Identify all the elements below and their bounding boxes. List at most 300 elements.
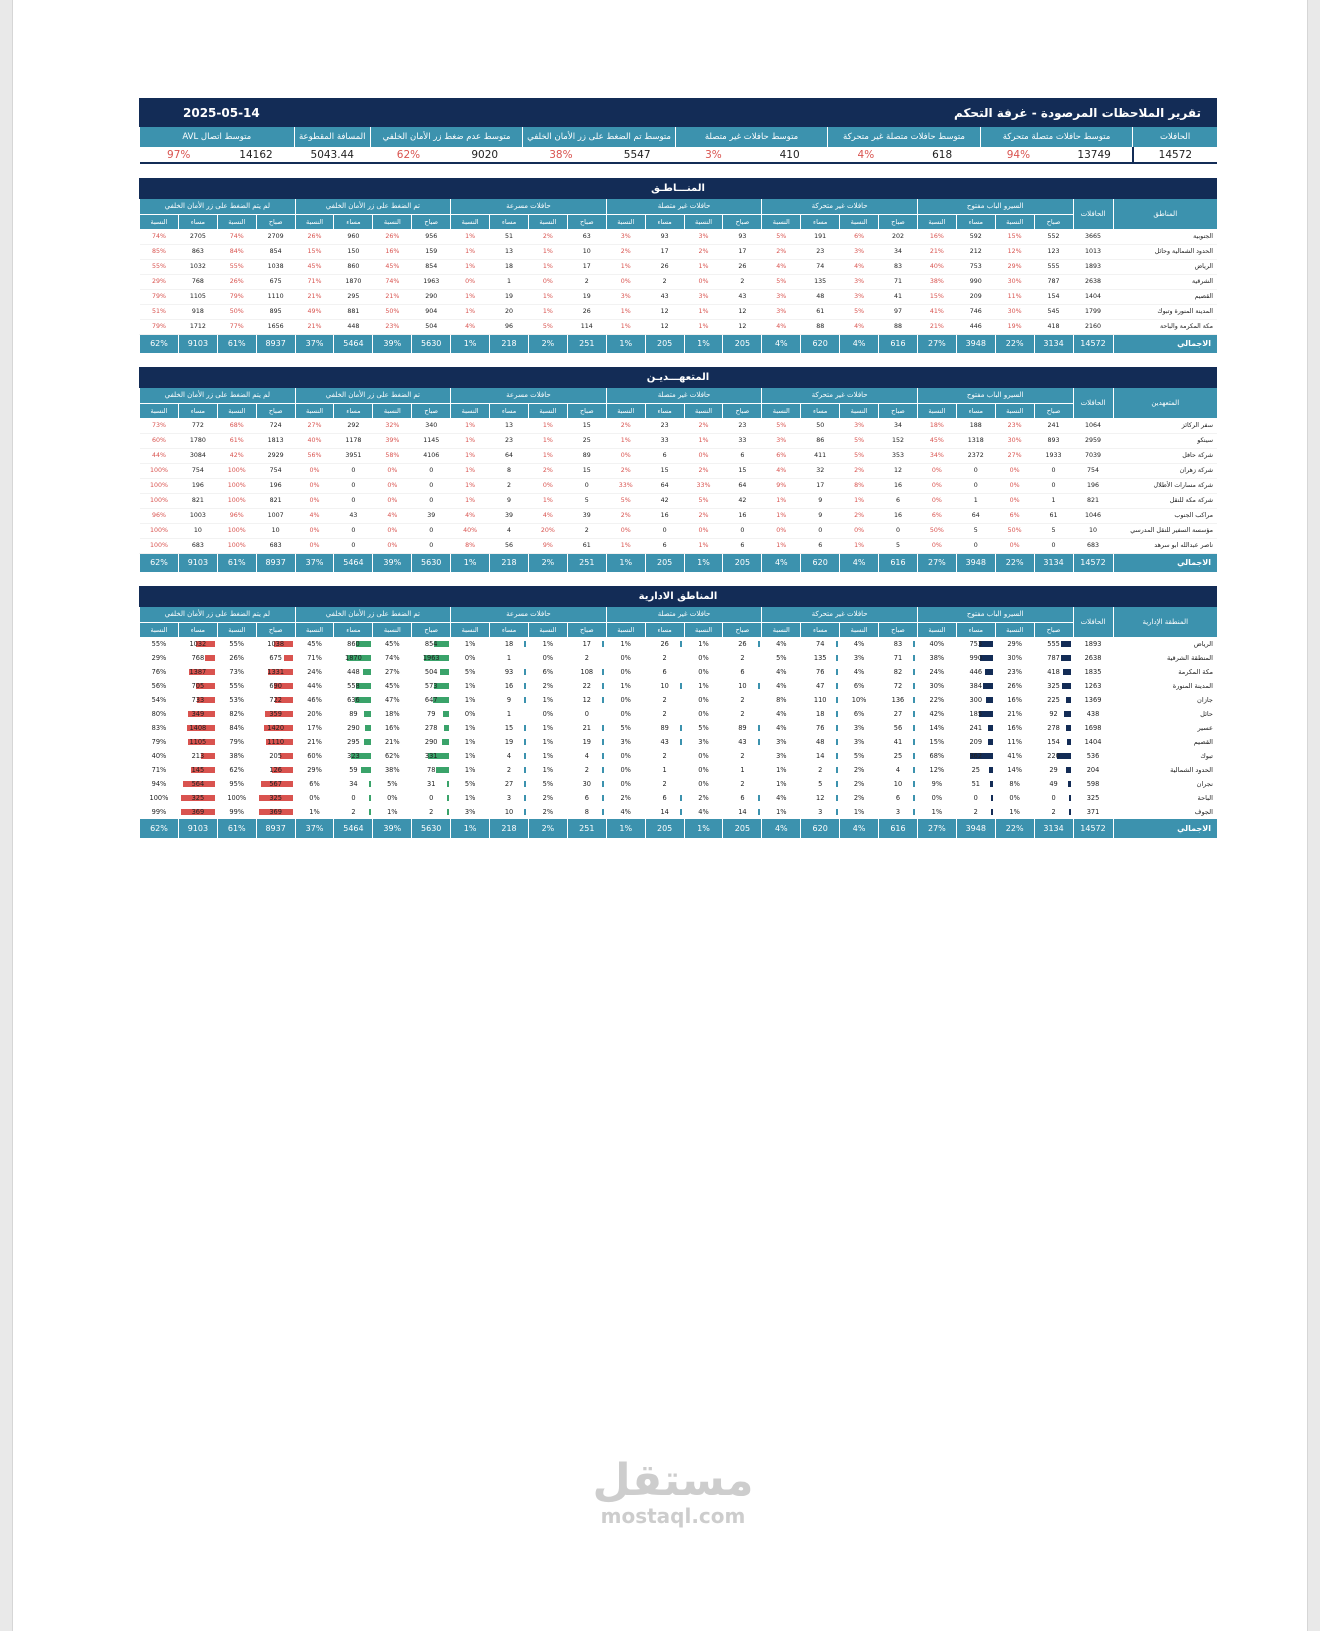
table-cell: 0% bbox=[295, 478, 334, 493]
data-bar bbox=[524, 669, 526, 675]
table-cell: 6 bbox=[645, 538, 684, 553]
table-cell bbox=[1034, 735, 1073, 749]
table-cell: 592 bbox=[956, 229, 995, 244]
row-label: شركة زهران bbox=[1113, 463, 1217, 478]
cell-value: 990 bbox=[969, 654, 983, 662]
table-cell: 0% bbox=[295, 493, 334, 508]
total-cell: 3134 bbox=[1034, 553, 1073, 572]
table-cell bbox=[956, 651, 995, 665]
sub-header: النسبة bbox=[295, 622, 334, 637]
table-cell: 23 bbox=[490, 433, 529, 448]
table-cell: 48 bbox=[801, 289, 840, 304]
data-bar bbox=[836, 641, 838, 647]
table-cell: 2638 bbox=[1084, 654, 1102, 662]
table-cell bbox=[645, 749, 684, 763]
table-cell: 1 bbox=[490, 274, 529, 289]
cell-value: 2 bbox=[740, 752, 745, 760]
sub-header: مساء bbox=[956, 622, 995, 637]
table-cell bbox=[956, 735, 995, 749]
cell-value: 2 bbox=[740, 780, 745, 788]
table-cell: 2 bbox=[490, 478, 529, 493]
table-cell bbox=[1034, 721, 1073, 735]
cell-value: 0 bbox=[351, 794, 356, 802]
cell-value: 185 bbox=[969, 710, 983, 718]
table-cell: 29% bbox=[995, 259, 1034, 274]
kpi-header-row bbox=[140, 127, 1218, 147]
data-bar bbox=[985, 669, 993, 675]
table-cell: 13 bbox=[490, 418, 529, 433]
table-cell: 152 bbox=[879, 433, 918, 448]
sub-header: النسبة bbox=[140, 214, 179, 229]
table-cell: 4106 bbox=[412, 448, 451, 463]
cell-value: 1110 bbox=[267, 738, 285, 746]
table-cell: 1178 bbox=[334, 433, 373, 448]
table-cell: 0 bbox=[334, 538, 373, 553]
data-bar bbox=[602, 795, 604, 801]
table-cell bbox=[1034, 763, 1073, 777]
table-cell: 10 bbox=[178, 523, 217, 538]
table-cell bbox=[879, 791, 918, 805]
data-bar bbox=[758, 725, 760, 731]
section-title: المناطق الادارية bbox=[139, 586, 1217, 607]
cell-value: 76 bbox=[816, 668, 825, 676]
table-cell bbox=[956, 679, 995, 693]
table-cell: 16% bbox=[384, 724, 400, 732]
table-cell: 41 bbox=[879, 289, 918, 304]
data-bar bbox=[602, 781, 604, 787]
table-cell: 10% bbox=[851, 696, 867, 704]
table-cell: 1% bbox=[528, 418, 567, 433]
group-header: السيرو الباب مفتوح bbox=[917, 388, 1073, 403]
table-cell: 1038 bbox=[256, 259, 295, 274]
cell-value: 564 bbox=[191, 780, 205, 788]
cell-value: 290 bbox=[424, 738, 438, 746]
data-bar bbox=[524, 753, 526, 759]
table-cell: 30% bbox=[929, 682, 945, 690]
row-label: جازان bbox=[1197, 696, 1213, 704]
group-header: حافلات مسرعة bbox=[451, 388, 607, 403]
table-cell: 241 bbox=[1034, 418, 1073, 433]
table-cell bbox=[1034, 693, 1073, 707]
table-cell: 0% bbox=[931, 794, 943, 802]
table-cell bbox=[256, 665, 295, 679]
table-cell: 1% bbox=[464, 766, 476, 774]
total-cell: 1% bbox=[684, 553, 723, 572]
table-cell bbox=[178, 707, 217, 721]
group-header: لم يتم الضغط على زر الأمان الخلفي bbox=[140, 607, 296, 622]
data-bar bbox=[758, 739, 760, 745]
total-cell: 218 bbox=[490, 553, 529, 572]
table-cell: 6% bbox=[762, 448, 801, 463]
table-cell bbox=[256, 651, 295, 665]
table-cell: 3% bbox=[853, 654, 865, 662]
table-cell: 5 bbox=[567, 493, 606, 508]
cell-value: 126 bbox=[269, 766, 282, 774]
table-cell bbox=[256, 791, 295, 805]
table-cell: 0 bbox=[334, 523, 373, 538]
table-cell: 1369 bbox=[1084, 696, 1102, 704]
total-cell: 37% bbox=[295, 819, 334, 838]
cell-value: 2 bbox=[740, 710, 745, 718]
kpi-value: 618 bbox=[904, 147, 980, 163]
kpi-value: 410 bbox=[752, 147, 828, 163]
admin-regions-section bbox=[139, 586, 1217, 838]
table-cell: 96% bbox=[217, 508, 256, 523]
total-cell: 205 bbox=[723, 334, 762, 353]
total-cell: 39% bbox=[373, 819, 412, 838]
total-cell: 1% bbox=[451, 819, 490, 838]
table-cell: 83% bbox=[151, 724, 167, 732]
table-cell: 45% bbox=[384, 682, 400, 690]
table-cell: 5% bbox=[684, 493, 723, 508]
cell-value: 17 bbox=[582, 640, 591, 648]
table-cell: 1% bbox=[542, 766, 554, 774]
data-bar bbox=[988, 739, 993, 745]
table-cell: 2% bbox=[762, 244, 801, 259]
total-cell: 5464 bbox=[334, 553, 373, 572]
data-bar bbox=[602, 669, 604, 675]
group-header: حافلات مسرعة bbox=[451, 199, 607, 214]
table-cell: 100% bbox=[217, 463, 256, 478]
table-cell: 0 bbox=[334, 478, 373, 493]
table-cell: 88 bbox=[801, 319, 840, 334]
kpi-value: 5547 bbox=[599, 147, 675, 163]
row-label: الجنوبية bbox=[1113, 229, 1217, 244]
table-cell: 5% bbox=[840, 448, 879, 463]
table-cell: 2160 bbox=[1073, 319, 1113, 334]
data-bar bbox=[983, 683, 993, 689]
table-cell: 0% bbox=[698, 668, 709, 676]
kpi-value: 97% bbox=[140, 147, 218, 163]
cell-value: 359 bbox=[269, 710, 282, 718]
table-cell bbox=[801, 735, 840, 749]
table-cell bbox=[801, 651, 840, 665]
table-cell: 0% bbox=[995, 478, 1034, 493]
table-cell: 325 bbox=[1086, 794, 1100, 802]
cell-value: 83 bbox=[893, 640, 903, 648]
table-cell: 74% bbox=[384, 654, 400, 662]
table-cell: 39 bbox=[567, 508, 606, 523]
table-cell: 10 bbox=[567, 244, 606, 259]
table-cell: 0% bbox=[464, 654, 476, 662]
kpi-header: متوسط حافلات متصلة متحركة bbox=[980, 127, 1132, 147]
table-cell: 9% bbox=[762, 478, 801, 493]
data-bar bbox=[980, 655, 993, 661]
table-cell bbox=[645, 707, 684, 721]
table-cell: 1% bbox=[451, 433, 490, 448]
table-cell: 1110 bbox=[256, 289, 295, 304]
table-cell: 5% bbox=[762, 274, 801, 289]
cell-value: 325 bbox=[1047, 682, 1060, 690]
table-cell bbox=[956, 763, 995, 777]
total-cell: 620 bbox=[801, 819, 840, 838]
sub-header: النسبة bbox=[140, 403, 179, 418]
table-cell: 93 bbox=[645, 229, 684, 244]
data-bar bbox=[1066, 767, 1071, 773]
table-cell: 17 bbox=[723, 244, 762, 259]
cell-value: 12 bbox=[582, 696, 591, 704]
total-cell: 22% bbox=[995, 553, 1034, 572]
table-cell bbox=[567, 693, 606, 707]
cell-value: 1038 bbox=[267, 640, 285, 648]
table-cell: 5% bbox=[620, 724, 631, 732]
table-cell: 15 bbox=[567, 463, 606, 478]
cell-value: 89 bbox=[660, 724, 669, 732]
kpi-value: 9020 bbox=[447, 147, 523, 163]
table-cell: 5 bbox=[956, 523, 995, 538]
data-bar bbox=[1061, 655, 1071, 661]
table-cell: 1% bbox=[542, 640, 554, 648]
table-cell: 1007 bbox=[256, 508, 295, 523]
total-cell: 8937 bbox=[256, 334, 295, 353]
table-cell: 0% bbox=[542, 710, 554, 718]
table-cell: 25 bbox=[567, 433, 606, 448]
total-cell: 37% bbox=[295, 334, 334, 353]
table-cell bbox=[1034, 651, 1073, 665]
table-row bbox=[140, 679, 1218, 693]
table-cell: 5% bbox=[464, 668, 476, 676]
table-cell: 42% bbox=[929, 710, 945, 718]
data-bar bbox=[1061, 641, 1071, 647]
table-cell: 0% bbox=[528, 274, 567, 289]
data-bar bbox=[364, 711, 371, 717]
table-cell: 2% bbox=[840, 463, 879, 478]
table-cell bbox=[801, 707, 840, 721]
table-cell bbox=[490, 791, 529, 805]
cell-value: 0 bbox=[429, 794, 434, 802]
table-row bbox=[140, 493, 1218, 508]
table-cell: 23% bbox=[1007, 668, 1022, 676]
sub-header: النسبة bbox=[840, 214, 879, 229]
table-cell bbox=[723, 693, 762, 707]
cell-value: 0 bbox=[584, 710, 589, 718]
table-cell: 4% bbox=[776, 668, 787, 676]
table-cell: 1799 bbox=[1073, 304, 1113, 319]
table-row bbox=[140, 665, 1218, 679]
sub-header: النسبة bbox=[917, 403, 956, 418]
table-cell: 1% bbox=[464, 682, 476, 690]
cell-value: 5 bbox=[818, 780, 823, 788]
table-cell: 56% bbox=[151, 682, 167, 690]
cell-value: 78 bbox=[427, 766, 436, 774]
table-cell: 8% bbox=[451, 538, 490, 553]
cell-value: 48 bbox=[816, 738, 825, 746]
table-cell: 32 bbox=[801, 463, 840, 478]
sub-header: النسبة bbox=[451, 622, 490, 637]
table-cell: 353 bbox=[879, 448, 918, 463]
table-cell bbox=[567, 721, 606, 735]
table-row bbox=[140, 259, 1218, 274]
table-cell bbox=[723, 721, 762, 735]
report-section bbox=[139, 178, 1217, 353]
table-cell: 8% bbox=[1009, 780, 1020, 788]
cell-value: 110 bbox=[813, 696, 827, 704]
table-cell bbox=[567, 651, 606, 665]
table-cell: 0% bbox=[698, 766, 709, 774]
table-cell: 2% bbox=[698, 794, 709, 802]
cell-value: 6 bbox=[740, 794, 745, 802]
table-cell bbox=[412, 637, 451, 651]
cell-value: 27 bbox=[893, 710, 903, 718]
total-cell: 616 bbox=[879, 553, 918, 572]
sub-header: النسبة bbox=[606, 214, 645, 229]
table-cell: 821 bbox=[178, 493, 217, 508]
cell-value: 26 bbox=[660, 640, 669, 648]
sub-header: النسبة bbox=[373, 622, 412, 637]
data-bar bbox=[988, 725, 993, 731]
cell-value: 1408 bbox=[189, 724, 207, 732]
table-cell: 683 bbox=[1073, 538, 1113, 553]
table-cell: 39 bbox=[412, 508, 451, 523]
table-cell bbox=[801, 763, 840, 777]
group-header-row bbox=[140, 607, 1218, 622]
table-cell: 21% bbox=[917, 244, 956, 259]
sub-header: صباح bbox=[256, 403, 295, 418]
table-cell: 6% bbox=[853, 710, 865, 718]
table-cell: 2638 bbox=[1073, 274, 1113, 289]
table-cell: 0 bbox=[956, 478, 995, 493]
table-cell: 2% bbox=[684, 508, 723, 523]
total-cell: 37% bbox=[295, 553, 334, 572]
group-header: السيرو الباب مفتوح bbox=[917, 199, 1073, 214]
table-cell: 93 bbox=[723, 229, 762, 244]
table-cell: 23 bbox=[801, 244, 840, 259]
table-cell: 50% bbox=[917, 523, 956, 538]
table-cell: 17 bbox=[801, 478, 840, 493]
table-cell: 598 bbox=[1086, 780, 1100, 788]
cell-value: 290 bbox=[347, 724, 360, 732]
table-cell bbox=[178, 665, 217, 679]
table-cell: 23% bbox=[373, 319, 412, 334]
section-table bbox=[139, 388, 1217, 572]
cell-value: 51 bbox=[971, 780, 980, 788]
table-cell: 16% bbox=[917, 229, 956, 244]
cell-value: 768 bbox=[191, 654, 205, 662]
table-cell: 2% bbox=[606, 508, 645, 523]
total-cell: 205 bbox=[723, 819, 762, 838]
table-cell: 0 bbox=[1034, 478, 1073, 493]
table-cell: 0 bbox=[334, 493, 373, 508]
cell-value: 82 bbox=[893, 668, 903, 676]
table-cell: 1% bbox=[451, 418, 490, 433]
cell-value: 1 bbox=[740, 766, 745, 774]
table-cell bbox=[956, 749, 995, 763]
data-bar bbox=[680, 809, 682, 815]
data-bar bbox=[447, 781, 449, 787]
group-header: حافلات مسرعة bbox=[451, 607, 607, 622]
cell-value: 154 bbox=[1047, 738, 1060, 746]
table-cell: 51 bbox=[490, 229, 529, 244]
table-cell: 0% bbox=[995, 463, 1034, 478]
cell-value: 25 bbox=[893, 752, 903, 760]
cell-value: 1 bbox=[662, 766, 667, 774]
table-cell: 5% bbox=[606, 493, 645, 508]
table-cell: 38% bbox=[384, 766, 400, 774]
sub-header: النسبة bbox=[762, 214, 801, 229]
cell-value: 1387 bbox=[189, 668, 207, 676]
data-bar bbox=[361, 767, 371, 773]
table-cell: 5% bbox=[840, 304, 879, 319]
table-cell: 0% bbox=[698, 710, 709, 718]
kpi-header: متوسط اتصال AVL bbox=[140, 127, 295, 147]
row-label: مؤسسة السفير للنقل المدرسي bbox=[1113, 523, 1217, 538]
data-bar bbox=[364, 739, 371, 745]
cell-value: 2 bbox=[740, 654, 745, 662]
table-cell: 1% bbox=[1009, 808, 1020, 816]
table-cell: 20% bbox=[307, 710, 322, 718]
table-cell: 4% bbox=[776, 640, 787, 648]
table-cell: 3% bbox=[840, 244, 879, 259]
table-row bbox=[140, 433, 1218, 448]
sub-header: مساء bbox=[645, 214, 684, 229]
table-cell: 14% bbox=[929, 724, 945, 732]
table-cell: 19 bbox=[490, 289, 529, 304]
table-cell: 1% bbox=[684, 319, 723, 334]
total-cell: 620 bbox=[801, 553, 840, 572]
cell-value: 6 bbox=[740, 668, 745, 676]
data-bar bbox=[1066, 697, 1071, 703]
group-header: حافلات غير متحركة bbox=[762, 388, 918, 403]
total-cell: 4% bbox=[840, 334, 879, 353]
total-cell: 218 bbox=[490, 334, 529, 353]
table-cell: 0% bbox=[684, 274, 723, 289]
table-cell: 0 bbox=[412, 463, 451, 478]
sub-header: النسبة bbox=[995, 214, 1034, 229]
row-label: الرياض bbox=[1113, 259, 1217, 274]
table-cell: 1656 bbox=[256, 319, 295, 334]
table-cell: 1835 bbox=[1084, 668, 1102, 676]
table-cell: 1064 bbox=[1073, 418, 1113, 433]
table-cell: 10 bbox=[1073, 523, 1113, 538]
data-bar bbox=[836, 753, 838, 759]
table-cell: 1% bbox=[451, 463, 490, 478]
table-cell bbox=[490, 707, 529, 721]
sub-header: مساء bbox=[334, 214, 373, 229]
table-cell: 64 bbox=[490, 448, 529, 463]
table-cell: 42 bbox=[645, 493, 684, 508]
data-bar bbox=[913, 809, 915, 815]
table-cell: 135 bbox=[801, 274, 840, 289]
table-cell: 0% bbox=[917, 478, 956, 493]
cell-value: 79 bbox=[427, 710, 436, 718]
table-cell bbox=[334, 693, 373, 707]
table-cell bbox=[490, 763, 529, 777]
cell-value: 213 bbox=[191, 752, 205, 760]
table-cell: 2% bbox=[528, 463, 567, 478]
table-cell: 82% bbox=[229, 710, 245, 718]
sub-header: صباح bbox=[567, 403, 606, 418]
table-cell: 1893 bbox=[1084, 640, 1102, 649]
table-cell: 23% bbox=[995, 418, 1034, 433]
total-cell: 251 bbox=[567, 334, 606, 353]
table-cell bbox=[567, 777, 606, 791]
table-row bbox=[140, 707, 1218, 721]
table-cell bbox=[1034, 665, 1073, 679]
table-cell: 79% bbox=[229, 738, 245, 746]
table-cell bbox=[412, 693, 451, 707]
sub-header: النسبة bbox=[840, 403, 879, 418]
table-cell: 71% bbox=[295, 274, 334, 289]
table-cell: 34% bbox=[917, 448, 956, 463]
cell-value: 205 bbox=[269, 752, 282, 760]
cell-value: 787 bbox=[1047, 654, 1060, 662]
table-cell: 0% bbox=[620, 668, 631, 676]
table-cell: 42 bbox=[723, 493, 762, 508]
table-cell bbox=[412, 749, 451, 763]
total-cell: 4% bbox=[762, 553, 801, 572]
table-cell: 854 bbox=[256, 244, 295, 259]
table-cell bbox=[178, 763, 217, 777]
